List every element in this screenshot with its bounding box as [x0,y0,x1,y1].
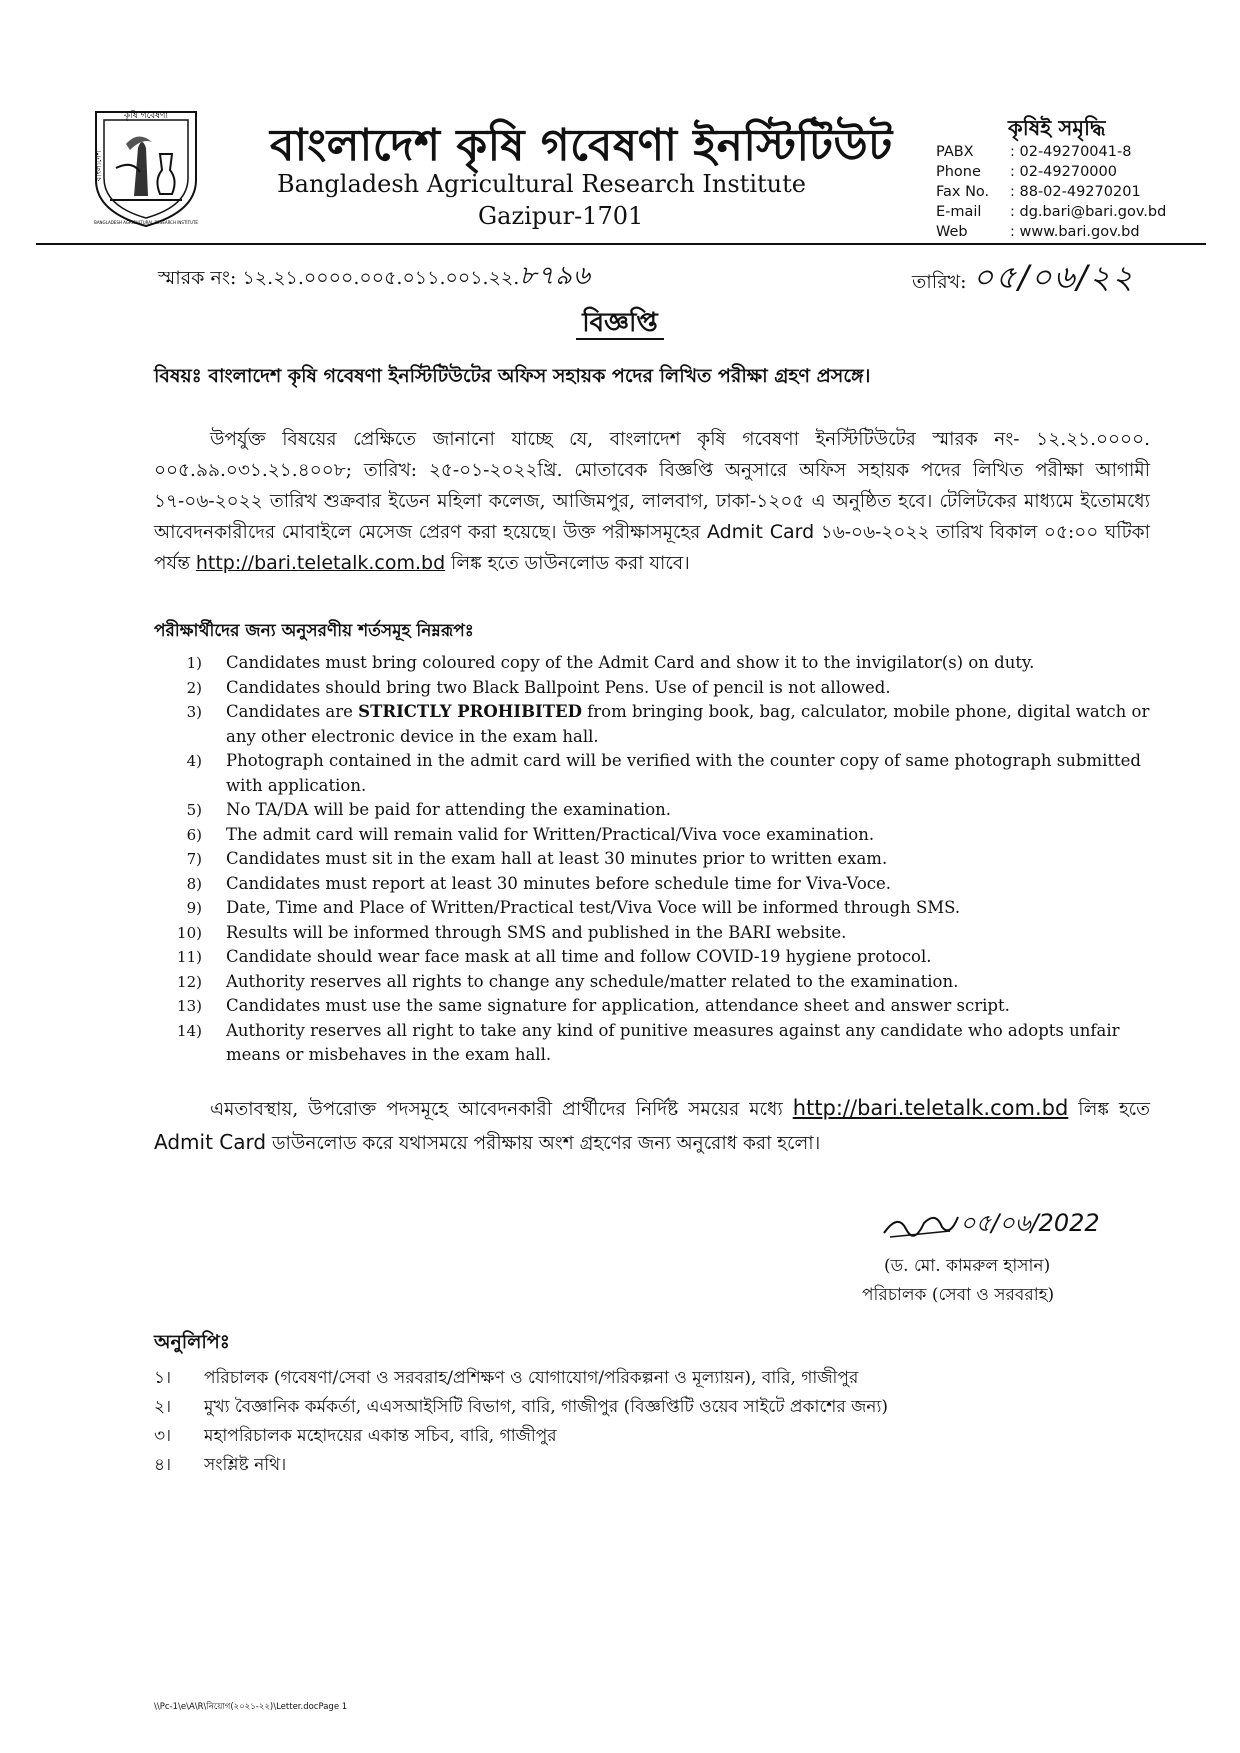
file-path-footer: \\Pc-1\e\A\R\নিয়োগ(২০২১-২২)\Letter.docPage 1 [154,1702,348,1712]
teletalk-link[interactable]: http://bari.teletalk.com.bd [792,1096,1069,1120]
item-text: Candidates should bring two Black Ballpoint Pens. Use of pencil is not allowed. [226,677,891,697]
contact-label: PABX [936,144,974,160]
item-number: 10) [177,923,202,942]
body-part-1: উপর্যুক্ত বিষয়ের প্রেক্ষিতে জানানো যাচ্ছে যে, বাংলাদেশ কৃষি গবেষণা ইনস্টিটিউটের স্মারক নং- ১২.২১.০০০০. ০০৫.৯৯.০৩১.২১.৪০০৮; তারিখ: ২৫-০১-২০২২খ্রি. মোতাবেক বিজ্ঞপ্তি অনুসারে অফিস সহায়ক পদের লিখিত পরীক্ষা আগামী ১৭-০৬-২০২২ তারিখ শুক্রবার ইডেন মহিলা কলেজ, আজিমপুর, লালবাগ, ঢাকা-১২০৫ এ অনুষ্ঠিত হবে। টেলিটকের মাধ্যমে ইতোমধ্যে আবেদনকারীদের মোবাইলে মেসেজ প্রেরণ করা হয়েছে। উক্ত পরীক্ষাসমূহের [154,429,1150,543]
memo-date [912,252,1135,306]
contact-label: Fax No. [936,184,990,200]
item-number: 5) [186,801,202,819]
handwritten-signature [880,1205,1100,1245]
logo-left-text: বাংলাদেশ [94,150,103,182]
item-text: Candidates must use the same signature for application, attendance sheet and answer script. [226,996,1010,1015]
closing-part-3: ডাউনলোড করে যথাসময়ে পরীক্ষায় অংশ গ্রহণের জন্য অনুরোধ করা হলো। [266,1133,821,1154]
item-text: Authority reserves all rights to change any schedule/matter related to the examination. [226,971,959,991]
teletalk-link[interactable]: http://bari.teletalk.com.bd [195,552,446,574]
list-item [154,896,1154,921]
item-number: 4) [186,752,202,770]
item-text: Photograph contained in the admit card will be verified with the counter copy of same photograph submitted with application. [226,751,1141,795]
closing-paragraph [154,1092,1150,1160]
cc-number: ২। [154,1397,172,1417]
item-number: 6) [186,825,202,844]
signatory-name: (ড. মো. কামরুল হাসান) [884,1256,1051,1276]
subject-line: বিষয়ঃ বাংলাদেশ কৃষি গবেষণা ইনস্টিটিউটের অফিস সহায়ক পদের লিখিত পরীক্ষা গ্রহণ প্রসঙ্গে। [154,365,871,387]
item-number: 14) [177,1021,202,1040]
item-number: 2) [186,678,202,697]
contact-label: Phone [936,164,981,180]
contact-label: Web [936,224,968,240]
contact-email [936,202,1166,222]
date-handwritten: ০৫/০৬/২২ [972,258,1135,296]
list-item [154,921,1154,946]
list-item [154,823,1154,848]
cc-text: পরিচালক (গবেষণা/সেবা ও সরবরাহ/প্রশিক্ষণ ও যোগাযোগ/পরিকল্পনা ও মূল্যায়ন), বারি, গাজীপুর [204,1368,859,1388]
memo-label: স্মারক নং: ১২.২১.০০০০.০০৫.০১১.০০১.২২. [158,267,520,289]
list-item [154,1451,888,1480]
item-number: 1) [186,654,202,672]
signature-date: ০৫/০৬/2022 [960,1209,1100,1237]
item-bold: STRICTLY PROHIBITED [358,702,582,721]
notice-title [0,302,1240,346]
date-label: তারিখ: [912,271,967,293]
signature-scribble [880,1207,960,1241]
contact-fax [936,182,1166,202]
closing-admit-card: Admit Card [154,1130,267,1154]
contact-phone [936,162,1166,182]
body-admit-card: Admit Card [706,521,815,543]
contact-value: : www.bari.gov.bd [1010,224,1140,240]
item-text: Candidates must sit in the exam hall at least 30 minutes prior to written exam. [226,849,888,868]
bari-logo [86,108,206,230]
item-number: 11) [177,948,202,966]
item-number: 3) [186,703,202,721]
memo-handwritten: ৮৭৯৬ [519,261,591,291]
list-item [154,700,1154,749]
cc-number: ১। [154,1368,172,1388]
cc-text: মুখ্য বৈজ্ঞানিক কর্মকর্তা, এএসআইসিটি বিভাগ, বারি, গাজীপুর (বিজ্ঞপ্তিটি ওয়েব সাইটে প্রকাশের জন্য) [204,1397,889,1417]
memo-number [158,255,591,299]
conditions-heading: পরীক্ষার্থীদের জন্য অনুসরণীয় শর্তসমূহ নিম্নরূপঃ [154,621,474,641]
item-number: 12) [177,972,202,991]
item-text: Authority reserves all right to take any kind of punitive measures against any candidate who adopts unfair means or misbehaves in the exam hall. [226,1020,1120,1064]
cc-number: ৩। [154,1426,172,1446]
logo-bottom-text: BANGLADESH AGRICULTURAL RESEARCH INSTITUTE [94,220,198,225]
signatory-designation: পরিচালক (সেবা ও সরবরাহ) [862,1285,1055,1305]
body-part-3: লিঙ্ক হতে ডাউনলোড করা যাবে। [445,553,690,574]
list-item [154,945,1154,970]
contact-label: E-mail [936,204,982,220]
body-paragraph [154,424,1150,579]
closing-part-2: লিঙ্ক হতে [1068,1099,1150,1120]
org-name-english: Bangladesh Agricultural Research Institute [277,170,806,198]
list-item [154,994,1154,1019]
motto: কৃষিই সমৃদ্ধি [1008,115,1106,140]
logo-top-text: কৃষি গবেষণা [123,111,169,121]
contact-value: : 88-02-49270201 [1010,184,1141,200]
contact-web [936,222,1166,242]
list-item [154,1019,1154,1068]
item-text: The admit card will remain valid for Written/Practical/Viva voce examination. [226,824,875,844]
item-text: Candidates are [226,702,359,721]
list-item [154,847,1154,872]
org-city: Gazipur-1701 [478,202,644,230]
cc-list [154,1364,888,1480]
item-number: 13) [177,997,202,1015]
org-name-bangla: বাংলাদেশ কৃষি গবেষণা ইনস্টিটিউট [270,120,893,171]
list-item [154,1422,888,1451]
item-number: 8) [186,874,202,893]
contact-value: : 02-49270000 [1010,164,1117,180]
item-text: Candidate should wear face mask at all time and follow COVID-19 hygiene protocol. [226,947,932,966]
list-item [154,872,1154,897]
list-item [154,798,1154,823]
list-item [154,1364,888,1393]
item-text-post: from bringing book, bag, calculator, mobile phone, digital watch or any other electronic device in the exam hall. [226,702,1150,746]
list-item [154,970,1154,995]
cc-number: ৪। [154,1455,172,1475]
notice-title-text: বিজ্ঞপ্তি [576,308,664,340]
contact-value: : dg.bari@bari.gov.bd [1010,204,1167,220]
list-item [154,676,1154,701]
list-item [154,1393,888,1422]
contact-pabx [936,142,1166,162]
item-text: Candidates must bring coloured copy of the Admit Card and show it to the invigilator(s) on duty. [226,653,1035,672]
cc-heading: অনুলিপিঃ [154,1331,230,1353]
item-text: Results will be informed through SMS and published in the BARI website. [226,922,847,942]
item-text: Candidates must report at least 30 minutes before schedule time for Viva-Voce. [226,873,892,893]
body-part-2: ১৬-০৬-২০২২ তারিখ বিকাল ০৫:০০ ঘটিকা পর্যন্ত [154,522,1150,574]
conditions-list [154,651,1154,1068]
cc-text: সংশ্লিষ্ট নথি। [204,1455,287,1475]
item-number: 9) [186,899,202,917]
cc-text: মহাপরিচালক মহোদয়ের একান্ত সচিব, বারি, গাজীপুর [204,1426,557,1446]
item-number: 7) [186,850,202,868]
item-text: No TA/DA will be paid for attending the examination. [226,800,672,819]
body-text [154,424,1150,579]
list-item [154,749,1154,798]
list-item [154,651,1154,676]
closing-part-1: এমতাবস্থায়, উপরোক্ত পদসমূহে আবেদনকারী প্রার্থীদের নির্দিষ্ট সময়ের মধ্যে [210,1099,793,1120]
item-text: Date, Time and Place of Written/Practical test/Viva Voce will be informed through SMS. [226,898,961,917]
header-divider [36,243,1206,245]
contact-value: : 02-49270041-8 [1010,144,1132,160]
contact-block [936,142,1166,242]
